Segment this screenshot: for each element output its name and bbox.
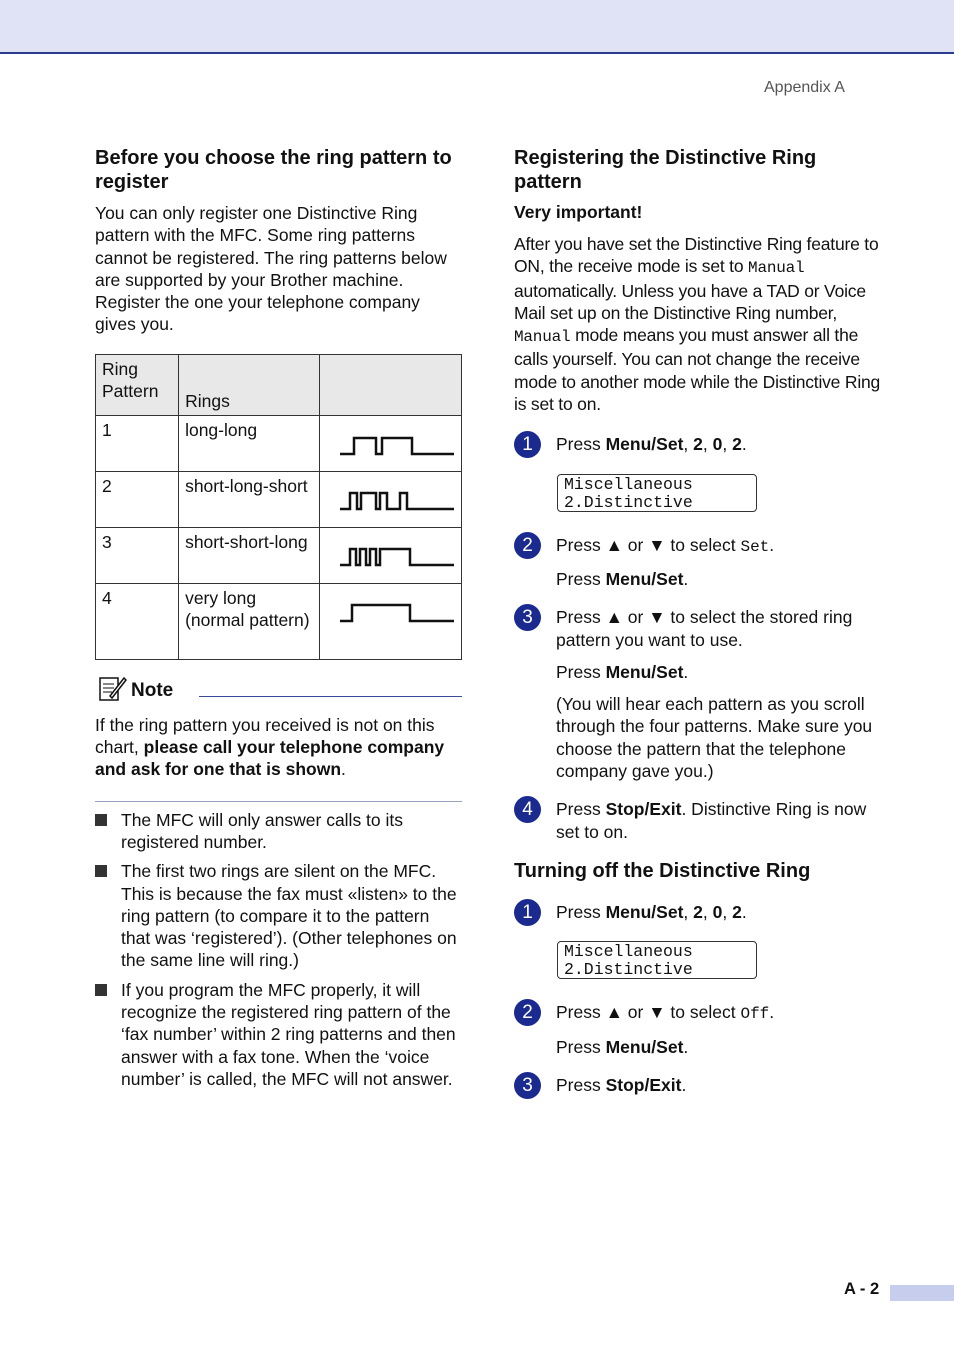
turnoff-heading: Turning off the Distinctive Ring [514, 859, 811, 882]
col-rings: Rings [179, 354, 320, 415]
right-heading: Registering the Distinctive Ring pattern [514, 147, 817, 193]
note-text-bold: please call your telephone company and ask for one that is shown [95, 737, 445, 780]
lcd-display [557, 474, 757, 512]
row-rings: very long (normal pattern) [179, 583, 320, 659]
list-item [95, 809, 462, 854]
note-header [95, 674, 462, 706]
bullet-list [95, 809, 462, 1091]
col-ring-pattern: Ring Pattern [96, 354, 179, 415]
pattern-short-short-long-icon [320, 527, 462, 583]
note-bottom-rule [95, 801, 462, 802]
bullet-square-icon [95, 984, 107, 996]
note-text-2: . [341, 759, 346, 780]
table-row [96, 415, 462, 471]
bullet-text: If you program the MFC properly, it will recognize the registered ring pattern of the ‘fax number’ within 2 ring patterns and then answer with a fax tone. When the ‘voice number’ is called, the MFC will not answer. [121, 979, 456, 1089]
step-number-badge: 2 [514, 999, 541, 1026]
note-divider [199, 696, 462, 697]
note-pencil-icon [97, 674, 127, 702]
table-header-row [96, 354, 462, 415]
register-step-3: 3 Press ▲ or ▼ to select the stored ring pattern you want to use. Press Menu/Set. (You will hear each pattern as you scroll through the four patterns. Make sure you choose the pattern that the telephone company gave you.) [514, 606, 882, 782]
footer-band [890, 1285, 954, 1301]
left-heading: Before you choose the ring pattern to register [95, 147, 452, 193]
lcd-display [557, 941, 757, 979]
register-step-1: 1 Press Menu/Set, 2, 0, 2. [514, 433, 882, 455]
lcd-line-2: 2.Distinctive [564, 960, 693, 980]
row-rings: short-long-short [179, 471, 320, 527]
turnoff-step-3: 3 Press Stop/Exit. [514, 1074, 882, 1096]
pattern-short-long-short-icon [320, 471, 462, 527]
right-intro: After you have set the Distinctive Ring feature to ON, the receive mode is set to Manual automatically. Unless you have a TAD or Voice Mail set up on the Distinctive Ring number, Manual mode means you must answer all the calls yourself. You can not change the receive mode to another mode while the Distinctive Ring is set to on. [514, 234, 881, 415]
left-intro: You can only register one Distinctive Ring pattern with the MFC. Some ring patterns cannot be registered. The ring patterns below are supported by your Brother machine. Register the one your telephone company gives you. [95, 203, 447, 335]
row-number: 4 [96, 583, 179, 659]
step-number-badge: 1 [514, 899, 541, 926]
turnoff-step-1: 1 Press Menu/Set, 2, 0, 2. [514, 901, 882, 923]
header-band [0, 0, 954, 54]
up-arrow-icon: ▲ [605, 534, 623, 555]
very-important-label: Very important! [514, 202, 643, 222]
bullet-square-icon [95, 814, 107, 826]
note-text [95, 714, 462, 781]
list-item [95, 860, 462, 971]
bullet-text: The first two rings are silent on the MFC. This is because the fax must «listen» to the ring pattern (to compare it to the pattern that was ‘registered’). (Other telephones on the same line will ring.) [121, 861, 457, 971]
row-number: 1 [96, 415, 179, 471]
table-row [96, 527, 462, 583]
lcd-line-2: 2.Distinctive [564, 492, 693, 512]
bullet-text: The MFC will only answer calls to its registered number. [121, 809, 404, 852]
lcd-line-1: Miscellaneous [564, 942, 693, 962]
up-arrow-icon: ▲ [605, 1002, 623, 1023]
bullet-square-icon [95, 865, 107, 877]
scroll-hint: (You will hear each pattern as you scroll through the four patterns. Make sure you choose the pattern that the telephone company gave you.) [556, 694, 873, 782]
row-number: 3 [96, 527, 179, 583]
row-rings: short-short-long [179, 527, 320, 583]
up-arrow-icon: ▲ [605, 607, 623, 628]
row-number: 2 [96, 471, 179, 527]
right-column [514, 146, 882, 1096]
row-rings: long-long [179, 415, 320, 471]
lcd-line-1: Miscellaneous [564, 474, 693, 494]
left-column [95, 146, 462, 1090]
pattern-very-long-icon [320, 583, 462, 659]
table-row [96, 471, 462, 527]
section-label: Appendix A [764, 79, 845, 96]
turnoff-step-2: 2 Press ▲ or ▼ to select Off. Press Menu/Set. [514, 1001, 882, 1058]
list-item [95, 979, 462, 1090]
down-arrow-icon: ▼ [648, 1002, 666, 1023]
pattern-long-long-icon [320, 415, 462, 471]
ring-pattern-table [95, 354, 462, 660]
down-arrow-icon: ▼ [648, 534, 666, 555]
step-number-badge: 3 [514, 1072, 541, 1099]
register-step-4: 4 Press Stop/Exit. Distinctive Ring is now set to on. [514, 798, 882, 843]
step-number-badge: 1 [514, 431, 541, 458]
step-number-badge: 3 [514, 604, 541, 631]
page-number: A - 2 [844, 1280, 880, 1298]
note-text-1: If the ring pattern you received is not on this chart, [95, 714, 435, 758]
register-step-2: 2 Press ▲ or ▼ to select Set. Press Menu/Set. [514, 534, 882, 591]
note-label: Note [131, 679, 174, 701]
table-row [96, 583, 462, 659]
step-number-badge: 4 [514, 796, 541, 823]
down-arrow-icon: ▼ [648, 607, 666, 628]
step-number-badge: 2 [514, 532, 541, 559]
col-pattern [320, 354, 462, 415]
